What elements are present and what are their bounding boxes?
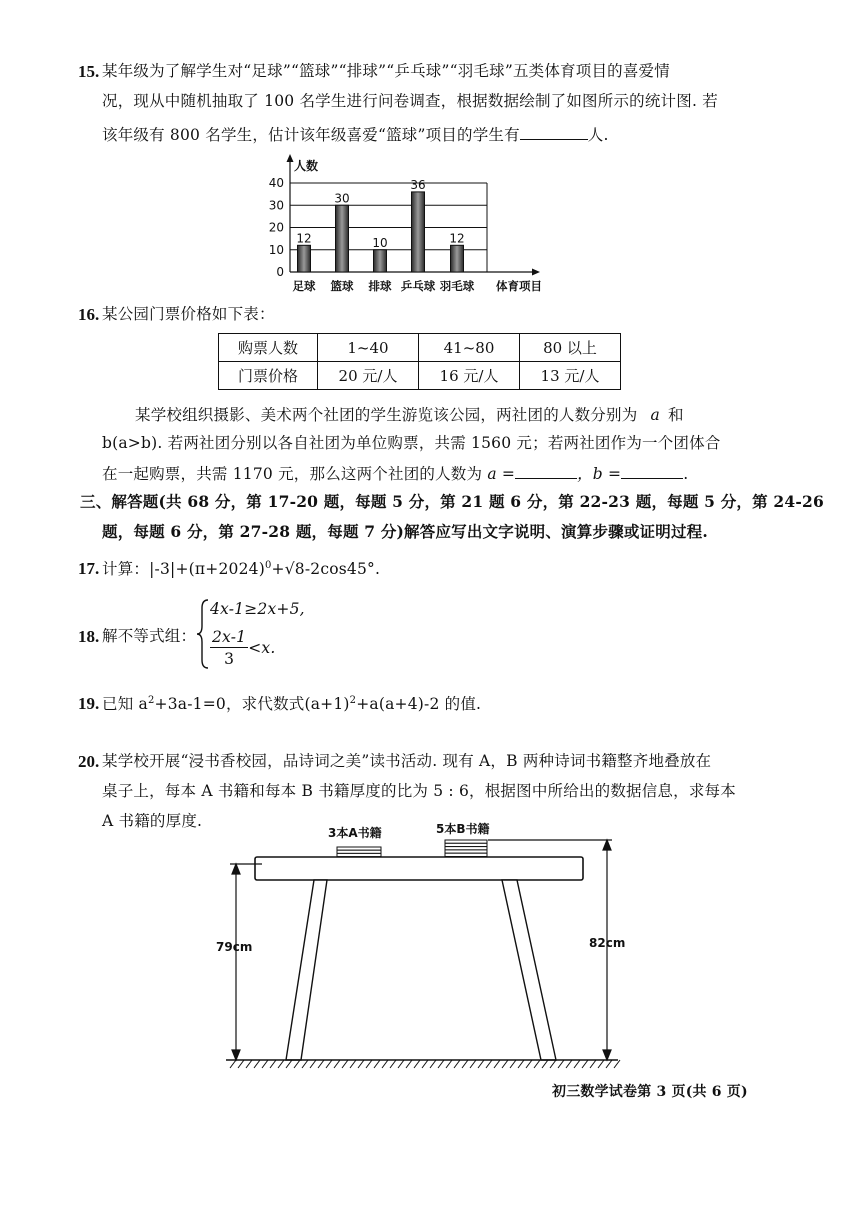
ground-hatch-line <box>526 1060 532 1068</box>
label-books-b: 5本B书籍 <box>436 822 490 836</box>
ground-hatch-line <box>454 1060 460 1068</box>
table-cell: 1~40 <box>318 334 419 362</box>
ground-hatch-line <box>366 1060 372 1068</box>
fraction <box>210 630 248 667</box>
q16-var-a: a <box>650 406 660 424</box>
q16-paragraph-line3 <box>102 464 688 483</box>
ground-hatch-line <box>470 1060 476 1068</box>
ground-hatch-line <box>390 1060 396 1068</box>
ground-hatch-line <box>310 1060 316 1068</box>
q18-inequality-2 <box>210 630 276 667</box>
q18-number: 18. <box>78 627 100 646</box>
y-tick-label: 30 <box>268 198 284 213</box>
y-tick-label: 40 <box>268 176 284 190</box>
bar-data-label: 30 <box>334 191 350 206</box>
bar-data-label: 10 <box>372 235 388 250</box>
ground-hatch-line <box>542 1060 548 1068</box>
bar <box>374 250 387 272</box>
ground-hatch-line <box>414 1060 420 1068</box>
bar-data-label: 36 <box>410 177 426 192</box>
q20-line3: A 书籍的厚度. <box>102 812 203 830</box>
q16-paragraph-line2: b(a>b). 若两社团分别以各自社团为单位购票，共需 1560 元；若两社团作为一个团体合 <box>102 434 721 452</box>
y-tick-label: 10 <box>268 242 284 257</box>
dimension-left <box>230 864 262 1060</box>
label-books-a: 3本A书籍 <box>328 826 382 840</box>
y-tick-label: 0 <box>276 265 284 279</box>
q17-number: 17. <box>78 559 100 578</box>
ground-hatch-line <box>598 1060 604 1068</box>
ground-hatch-line <box>446 1060 452 1068</box>
table-row <box>219 362 621 390</box>
bar <box>451 245 464 272</box>
q20-line1: 某学校开展“浸书香校园，品诗词之美”读书活动. 现有 A，B 两种诗词书籍整齐地叠放在 <box>102 752 712 770</box>
x-tick-label: 足球 <box>292 279 316 293</box>
bar-chart <box>0 0 867 310</box>
q18-inequality-tail: <x. <box>248 638 276 657</box>
ground-hatch-line <box>534 1060 540 1068</box>
q19-text2: +3a-1=0，求代数式(a+1) <box>154 695 350 713</box>
ground-hatch-line <box>302 1060 308 1068</box>
table-cell: 20 元/人 <box>318 362 419 390</box>
q17-text2: +√8-2cos45°. <box>271 560 381 578</box>
ground-hatch-line <box>438 1060 444 1068</box>
q18-inequality-1: 4x-1≥2x+5, <box>210 600 305 618</box>
ground-hatch-line <box>382 1060 388 1068</box>
q16-intro: 某公园门票价格如下表： <box>102 305 275 323</box>
answer-blank-b[interactable] <box>621 464 683 479</box>
ground-hatch-line <box>614 1060 620 1068</box>
q16-p3-end: . <box>683 465 689 483</box>
page-footer: 初三数学试卷第 3 页(共 6 页) <box>552 1084 748 1100</box>
table-row <box>219 334 621 362</box>
ground-hatch-line <box>230 1060 236 1068</box>
q16-p1-text: 某学校组织摄影、美术两个社团的学生游览该公园，两社团的人数分别为 <box>135 406 638 424</box>
q16-number: 16. <box>78 305 100 324</box>
ground-hatch-line <box>518 1060 524 1068</box>
ground-hatch-line <box>422 1060 428 1068</box>
bar <box>336 205 349 272</box>
q20-number: 20. <box>78 752 100 771</box>
ground-hatch-line <box>558 1060 564 1068</box>
table-cell: 购票人数 <box>219 334 318 362</box>
ground-hatch-line <box>286 1060 292 1068</box>
ground-hatch-line <box>398 1060 404 1068</box>
table-cell: 41~80 <box>419 334 520 362</box>
q16-p1-end: 和 <box>668 406 684 424</box>
ground-hatch-line <box>358 1060 364 1068</box>
q16-a-label: a = <box>487 465 516 483</box>
price-table <box>218 333 621 390</box>
ground-hatch-line <box>478 1060 484 1068</box>
q16-b-label: ，b = <box>577 465 622 483</box>
table-cell: 16 元/人 <box>419 362 520 390</box>
height-82-label: 82cm <box>589 936 626 950</box>
ground-hatch-line <box>238 1060 244 1068</box>
q19-exp2: 2 <box>349 695 357 706</box>
ground-hatch-line <box>262 1060 268 1068</box>
fraction-denominator: 3 <box>224 649 235 668</box>
q17-exponent: 0 <box>264 560 272 571</box>
ground-hatch-line <box>342 1060 348 1068</box>
y-tick-label: 20 <box>268 220 284 235</box>
fraction-numerator: 2x-1 <box>212 628 247 646</box>
q19-number: 19. <box>78 694 100 713</box>
bar-data-label: 12 <box>449 231 465 246</box>
ground-hatch-line <box>334 1060 340 1068</box>
answer-blank-a[interactable] <box>515 464 577 479</box>
bar <box>298 245 311 272</box>
q16-p3-text: 在一起购票，共需 1170 元，那么这两个社团的人数为 <box>102 465 483 483</box>
ground-hatch-line <box>246 1060 252 1068</box>
x-tick-label: 乒乓球 <box>400 279 436 293</box>
ground-hatch-line <box>270 1060 276 1068</box>
table-cell: 门票价格 <box>219 362 318 390</box>
section-3-header-line2: 题，每题 6 分，第 27-28 题，每题 7 分)解答应写出文字说明、演算步骤或证明过程. <box>102 522 708 541</box>
ground <box>226 1060 620 1068</box>
section-3-header: 三、解答题(共 68 分，第 17-20 题，每题 5 分，第 21 题 6 分，第 22-23 题，每题 5 分，第 24-26 <box>80 492 824 511</box>
x-tick-label: 羽毛球 <box>439 279 475 293</box>
ground-hatch-line <box>462 1060 468 1068</box>
table-legs <box>286 880 556 1060</box>
ground-hatch-line <box>326 1060 332 1068</box>
q19-expression <box>102 696 481 713</box>
ground-hatch-line <box>278 1060 284 1068</box>
q15-line3-text: 该年级有 800 名学生，估计该年级喜爱“篮球”项目的学生有 <box>102 126 520 144</box>
x-tick-label: 篮球 <box>330 279 354 293</box>
q15-number: 15. <box>78 62 100 81</box>
q20-line2: 桌子上，每本 A 书籍和每本 B 书籍厚度的比为 5 : 6，根据图中所给出的数据信息，求每本 <box>102 782 736 800</box>
ground-hatch-line <box>550 1060 556 1068</box>
q18-label: 解不等式组： <box>102 627 197 645</box>
ground-hatch-line <box>294 1060 300 1068</box>
ground-hatch-line <box>350 1060 356 1068</box>
ground-hatch-line <box>590 1060 596 1068</box>
q19-exp1: 2 <box>147 695 155 706</box>
table-cell: 80 以上 <box>520 334 621 362</box>
table-diagram <box>0 820 867 1080</box>
x-axis-arrow <box>532 269 540 276</box>
brace-icon <box>196 598 210 670</box>
ground-hatch-line <box>510 1060 516 1068</box>
ground-hatch-line <box>494 1060 500 1068</box>
q16-paragraph-line1 <box>135 408 684 424</box>
ground-hatch-line <box>566 1060 572 1068</box>
ground-hatch-line <box>502 1060 508 1068</box>
q19-text3: +a(a+4)-2 的值. <box>356 695 482 713</box>
bar <box>412 192 425 272</box>
books-a-stack <box>337 847 381 857</box>
ground-hatch-line <box>486 1060 492 1068</box>
ground-hatch-line <box>574 1060 580 1068</box>
q15-line3-end: 人. <box>587 126 609 144</box>
q15-line1: 某年级为了解学生对“足球”“篮球”“排球”“乒乓球”“羽毛球”五类体育项目的喜爱情 <box>102 62 670 80</box>
q17-expression <box>102 561 380 578</box>
ground-hatch-line <box>430 1060 436 1068</box>
ground-hatch-line <box>254 1060 260 1068</box>
tabletop <box>255 857 583 880</box>
books-b-stack <box>445 840 487 857</box>
q17-text: 计算：|-3|+(π+2024) <box>102 560 265 578</box>
height-79-label: 79cm <box>216 940 253 954</box>
ground-hatch-line <box>406 1060 412 1068</box>
ground-hatch-line <box>374 1060 380 1068</box>
q15-line2: 况，现从中随机抽取了 100 名学生进行问卷调查，根据数据绘制了如图所示的统计图. 若 <box>102 92 718 110</box>
bar-data-label: 12 <box>296 231 312 246</box>
x-axis-label: 体育项目 <box>496 279 542 293</box>
ground-hatch-line <box>582 1060 588 1068</box>
q19-text1: 已知 a <box>102 695 148 713</box>
y-axis-label: 人数 <box>294 159 319 173</box>
y-axis-arrow <box>287 154 294 162</box>
ground-hatch-line <box>318 1060 324 1068</box>
x-tick-label: 排球 <box>368 279 392 293</box>
table-cell: 13 元/人 <box>520 362 621 390</box>
